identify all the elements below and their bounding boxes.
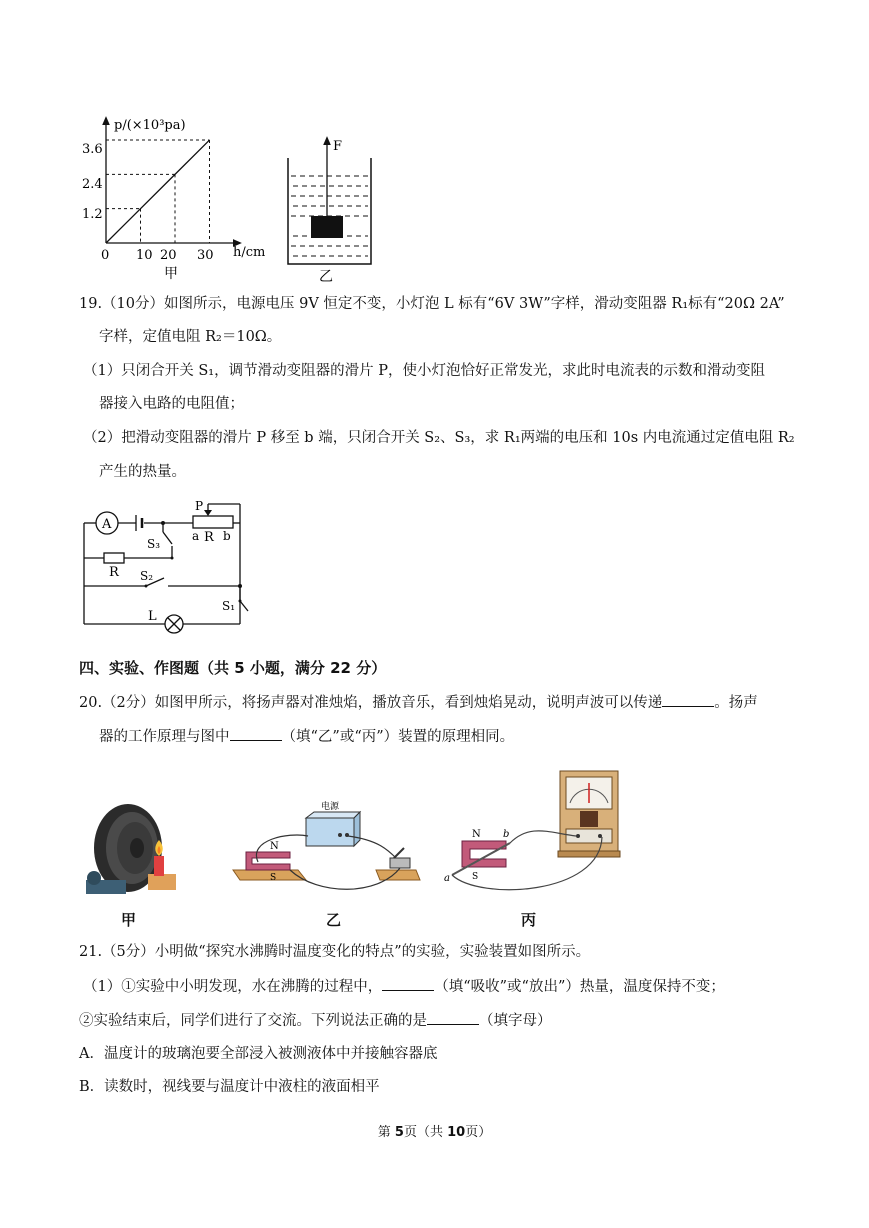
- footer-prefix: 第: [377, 1125, 395, 1140]
- switch-s1-label: S₁: [222, 599, 236, 613]
- gen-end-b: b: [503, 829, 510, 840]
- lamp-label: L: [148, 609, 157, 624]
- y-axis-label: p/(×10³pa): [114, 118, 186, 133]
- gen-magnet-n: N: [472, 829, 481, 840]
- motor-apparatus-figure: [228, 800, 423, 900]
- q20-line1-text: 20.（2分）如图甲所示，将扬声器对准烛焰，播放音乐，看到烛焰晃动，说明声波可以传递: [79, 695, 663, 711]
- q20-line2-end: （填“乙”或“丙”）装置的原理相同。: [281, 729, 515, 745]
- answer-blank-3[interactable]: [382, 976, 434, 991]
- q21-line2: [83, 976, 725, 997]
- submerged-block: [311, 216, 343, 238]
- answer-blank-2[interactable]: [230, 726, 282, 741]
- ammeter-label: A: [102, 517, 112, 532]
- y-tick-1.2: 1.2: [82, 207, 103, 222]
- q20-line2: [99, 726, 514, 747]
- container-outline: [288, 158, 371, 264]
- footer-page-number: 5: [394, 1125, 404, 1140]
- figure-caption-yi-20: 乙: [326, 911, 342, 929]
- q21-line3-end: （填字母）: [479, 1013, 552, 1029]
- page-footer: [0, 1121, 869, 1140]
- origin-label: 0: [101, 248, 110, 263]
- water-container-figure: [283, 136, 383, 284]
- circuit-diagram: [76, 496, 261, 636]
- q19-part1-line2: 器接入电路的电阻值；: [99, 396, 244, 412]
- slider-label: P: [195, 499, 204, 513]
- pressure-depth-graph: [78, 110, 278, 285]
- switch-s2-label: S₂: [140, 569, 154, 583]
- y-tick-3.6: 3.6: [82, 142, 103, 157]
- figure-caption-jia: 甲: [164, 266, 178, 282]
- q20-line2-text: 器的工作原理与图中: [99, 729, 230, 745]
- q19-part2-line2: 产生的热量。: [99, 464, 186, 480]
- q19-line2: 字样，定值电阻 R₂＝10Ω。: [99, 329, 282, 345]
- x-tick-30: 30: [197, 248, 214, 263]
- x-tick-20: 20: [160, 248, 177, 263]
- speaker-candle-figure: [80, 800, 195, 900]
- q19-part1-line1: （1）只闭合开关 S₁，调节滑动变阻器的滑片 P，使小灯泡恰好正常发光，求此时电流表的示数和滑动变阻: [83, 363, 765, 379]
- rheostat-label: R: [204, 530, 214, 545]
- q20-line1: [79, 692, 758, 713]
- power-label: 电源: [321, 802, 340, 812]
- generator-galvanometer-figure: [440, 763, 640, 905]
- q21-option-a: A．温度计的玻璃泡要全部浸入被测液体中并接触容器底: [79, 1046, 438, 1062]
- footer-middle: 页（共: [403, 1125, 448, 1140]
- q19-part2-line1: （2）把滑动变阻器的滑片 P 移至 b 端，只闭合开关 S₂、S₃，求 R₁两端的电压和 10s 内电流通过定值电阻 R₂: [83, 430, 795, 446]
- q21-option-b: B．读数时，视线要与温度计中液柱的液面相平: [79, 1079, 380, 1095]
- rheostat-end-a: a: [192, 529, 200, 543]
- x-axis-label: h/cm: [233, 245, 266, 260]
- q21-line1: 21.（5分）小明做“探究水沸腾时温度变化的特点”的实验，实验装置如图所示。: [79, 944, 591, 960]
- answer-blank-1[interactable]: [662, 692, 714, 707]
- magnet-n-label: N: [270, 841, 279, 852]
- q21-line3-text: ②实验结束后，同学们进行了交流。下列说法正确的是: [79, 1013, 427, 1029]
- y-tick-2.4: 2.4: [82, 177, 103, 192]
- section-title: 四、实验、作图题（共 5 小题，满分 22 分）: [79, 659, 387, 677]
- switch-s3-label: S₃: [147, 537, 161, 551]
- figure-caption-bing-20: 丙: [521, 911, 537, 929]
- figure-caption-jia-20: 甲: [121, 911, 137, 929]
- x-tick-10: 10: [136, 248, 153, 263]
- rheostat-end-b: b: [223, 529, 231, 543]
- q21-line2-end: （填“吸收”或“放出”）热量，温度保持不变；: [434, 979, 725, 995]
- resistor-label: R: [109, 565, 119, 580]
- q19-line1: 19.（10分）如图所示，电源电压 9V 恒定不变，小灯泡 L 标有“6V 3W”字样，滑动变阻器 R₁标有“20Ω 2A”: [79, 296, 785, 312]
- figure-caption-yi: 乙: [319, 269, 333, 284]
- footer-suffix: 页）: [465, 1125, 492, 1140]
- force-label: F: [333, 139, 343, 154]
- q20-line1-end: 。扬声: [714, 695, 758, 711]
- footer-total-pages: 10: [447, 1125, 466, 1140]
- q21-line2-text: （1）①实验中小明发现，水在沸腾的过程中，: [83, 979, 383, 995]
- q21-line3: [79, 1010, 552, 1031]
- answer-blank-4[interactable]: [427, 1010, 479, 1025]
- gen-magnet-s: S: [472, 872, 479, 882]
- gen-end-a: a: [444, 873, 450, 884]
- series-line: [106, 140, 210, 243]
- magnet-s-label: S: [270, 873, 277, 883]
